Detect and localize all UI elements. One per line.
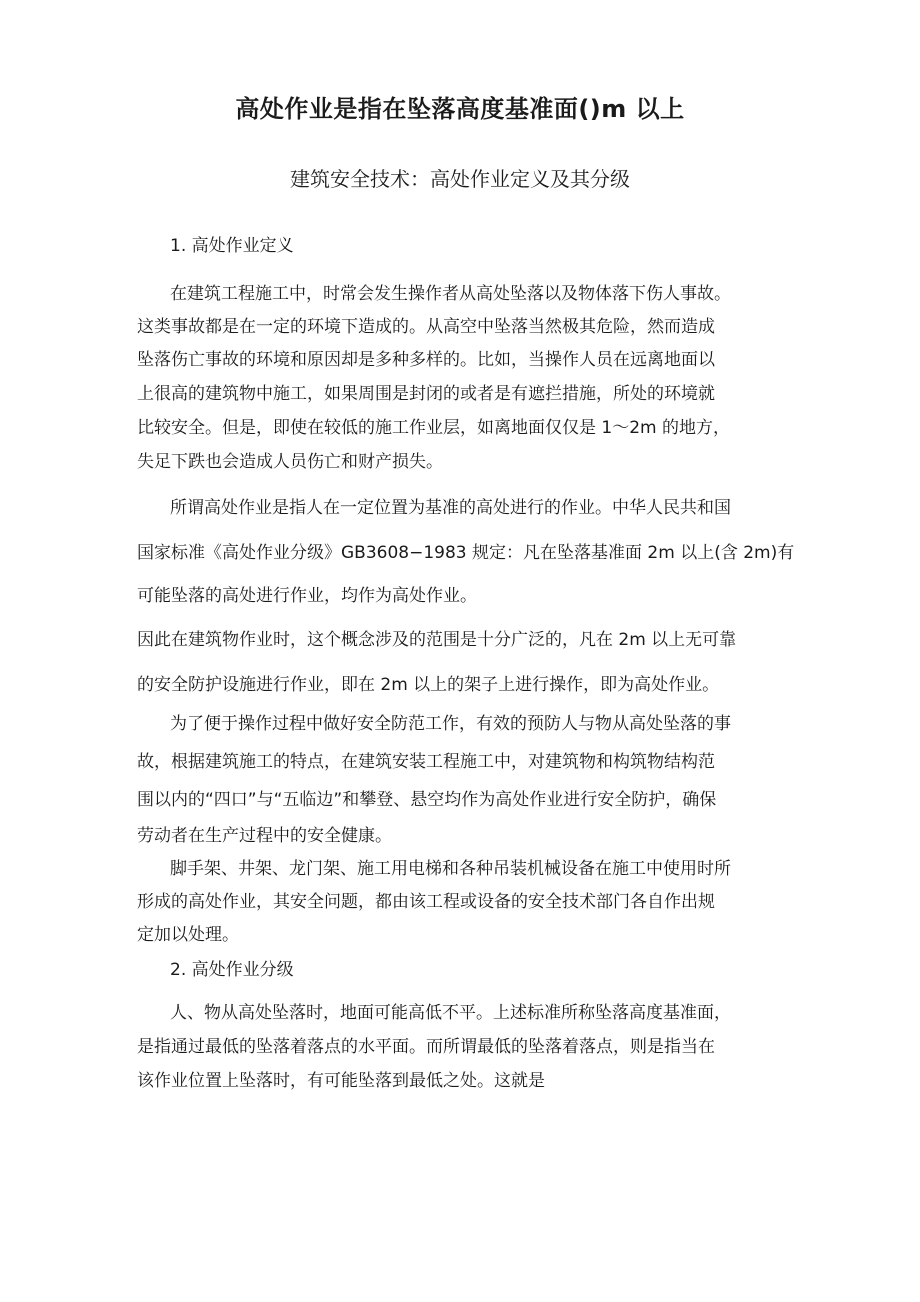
paragraph-line: 为了便于操作过程中做好安全防范工作，有效的预防人与物从高处坠落的事 (170, 714, 731, 734)
paragraph-line: 定加以处理。 (137, 925, 239, 945)
paragraph-line: 该作业位置上坠落时，有可能坠落到最低之处。这就是 (137, 1071, 545, 1091)
paragraph-line: 脚手架、井架、龙门架、施工用电梯和各种吊装机械设备在施工中使用时所 (170, 859, 731, 879)
paragraph-line: 故，根据建筑施工的特点，在建筑安装工程施工中，对建筑物和构筑物结构范 (137, 752, 715, 772)
paragraph-line: 的安全防护设施进行作业，即在 2m 以上的架子上进行操作，即为高处作业。 (137, 675, 720, 695)
paragraph-line: 这类事故都是在一定的环境下造成的。从高空中坠落当然极其危险，然而造成 (137, 317, 715, 337)
paragraph-line: 劳动者在生产过程中的安全健康。 (137, 826, 392, 846)
paragraph-line: 上很高的建筑物中施工，如果周围是封闭的或者是有遮拦措施，所处的环境就 (137, 384, 715, 404)
paragraph-line: 比较安全。但是，即使在较低的施工作业层，如离地面仅仅是 1～2m 的地方， (137, 418, 730, 438)
paragraph-line: 人、物从高处坠落时，地面可能高低不平。上述标准所称坠落高度基准面， (170, 1003, 731, 1023)
paragraph-line: 形成的高处作业，其安全问题，都由该工程或设备的安全技术部门各自作出规 (137, 892, 715, 912)
section-heading-definition: 1. 高处作业定义 (170, 236, 294, 256)
document-title: 高处作业是指在坠落高度基准面()m 以上 (235, 95, 685, 123)
paragraph-line: 在建筑工程施工中，时常会发生操作者从高处坠落以及物体落下伤人事故。 (170, 284, 731, 304)
paragraph-line: 所谓高处作业是指人在一定位置为基准的高处进行的作业。中华人民共和国 (170, 498, 731, 518)
paragraph-line: 是指通过最低的坠落着落点的水平面。而所谓最低的坠落着落点，则是指当在 (137, 1037, 715, 1057)
document-subtitle: 建筑安全技术：高处作业定义及其分级 (290, 167, 630, 191)
paragraph-line: 因此在建筑物作业时，这个概念涉及的范围是十分广泛的，凡在 2m 以上无可靠 (137, 630, 737, 650)
paragraph-line: 坠落伤亡事故的环境和原因却是多种多样的。比如，当操作人员在远离地面以 (137, 350, 715, 370)
paragraph-line: 可能坠落的高处进行作业，均作为高处作业。 (137, 586, 477, 606)
paragraph-line: 围以内的“四口”与“五临边”和攀登、悬空均作为高处作业进行安全防护，确保 (137, 790, 717, 810)
paragraph-line: 国家标准《高处作业分级》GB3608−1983 规定：凡在坠落基准面 2m 以上(含 2m)有 (137, 543, 795, 563)
paragraph-line: 失足下跌也会造成人员伤亡和财产损失。 (137, 452, 443, 472)
section-heading-classification: 2. 高处作业分级 (170, 960, 294, 980)
